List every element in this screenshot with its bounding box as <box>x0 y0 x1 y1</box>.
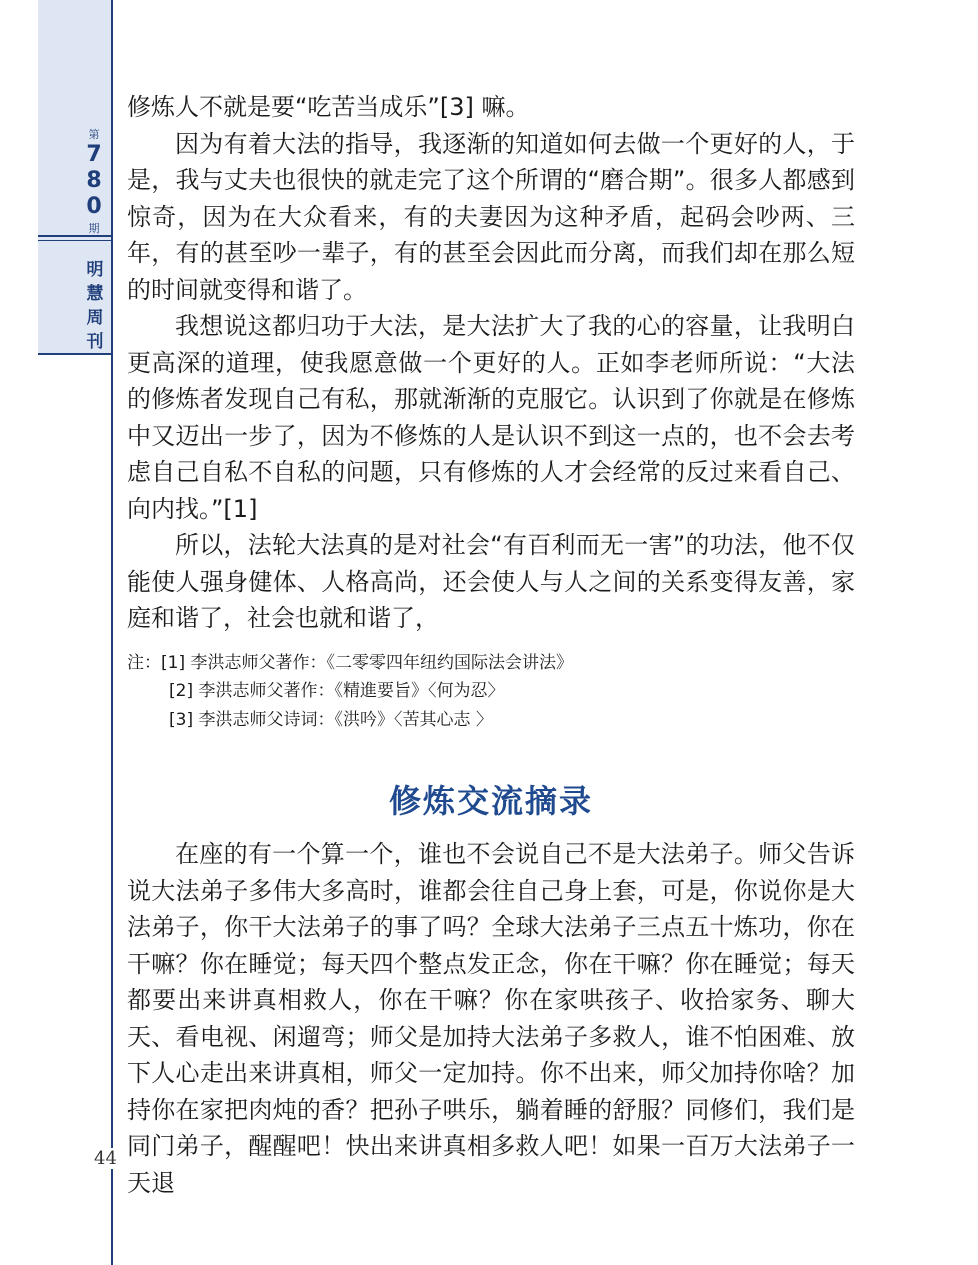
magazine-name <box>82 258 108 354</box>
footnote: [3] 李洪志师父诗词：《洪吟》〈苦其心志 〉 <box>169 709 493 730</box>
margin-rule <box>111 0 113 1265</box>
footnotes <box>127 649 855 735</box>
footnote: [2] 李洪志师父著作：《精進要旨》〈何为忍〉 <box>169 681 505 701</box>
paragraph: 我想说这都归功于大法，是大法扩大了我的心的容量，让我明白更高深的道理，使我愿意做一个更好的人。正如李老师所说：“大法的修炼者发现自己有私，那就渐渐的克服它。认识到了你就是在修炼中又迈出一步了，因为不修炼的人是认识不到这一点的，也不会去考虑自己自私不自私的问题，只有修炼的人才会经常的反过来看自己、向内找。”[1] <box>127 312 855 523</box>
section-title: 修炼交流摘录 <box>388 782 593 820</box>
issue-digit: 8 <box>86 168 102 193</box>
page-content <box>127 89 855 1201</box>
issue-suffix: 期 <box>88 222 100 235</box>
magazine-char: 慧 <box>86 284 104 304</box>
issue-digit: 0 <box>86 194 102 219</box>
issue-digit: 7 <box>86 142 102 167</box>
paragraph: 在座的有一个算一个，谁也不会说自己不是大法弟子。师父告诉说大法弟子多伟大多高时，谁都会往自己身上套，可是，你说你是大法弟子，你干大法弟子的事了吗？全球大法弟子三点五十炼功，你在干嘛？你在睡觉；每天四个整点发正念，你在干嘛？你在睡觉；每天都要出来讲真相救人，你在干嘛？你在家哄孩子、收拾家务、聊大天、看电视、闲遛弯；师父是加持大法弟子多救人，谁不怕困难、放下人心走出来讲真相，师父一定加持。你不出来，师父加持你啥？加持你在家把肉炖的香？把孙子哄乐，躺着睡的舒服？同修们，我们是同门弟子，醒醒吧！快出来讲真相多救人吧！如果一百万大法弟子一天退 <box>127 840 855 1197</box>
footnote: 注：[1] 李洪志师父著作：《二零零四年纽约国际法会讲法》 <box>127 652 573 673</box>
paragraph: 修炼人不就是要“吃苦当成乐”[3] 嘛。 <box>127 93 530 121</box>
paragraph: 所以，法轮大法真的是对社会“有百利而无一害”的功法，他不仅能使人强身健体、人格高尚，还会使人与人之间的关系变得友善，家庭和谐了，社会也就和谐了， <box>127 531 855 632</box>
page-number: 44 <box>94 1148 117 1169</box>
tab-divider-thin <box>38 240 113 241</box>
issue-number <box>80 126 108 236</box>
paragraph: 因为有着大法的指导，我逐渐的知道如何去做一个更好的人，于是，我与丈夫也很快的就走完了这个所谓的“磨合期”。很多人都感到惊奇，因为在大众看来，有的夫妻因为这种矛盾，起码会吵两、三年，有的甚至吵一辈子，有的甚至会因此而分离，而我们却在那么短的时间就变得和谐了。 <box>127 129 855 304</box>
magazine-char: 刊 <box>86 332 104 352</box>
issue-prefix: 第 <box>88 128 100 141</box>
magazine-char: 周 <box>86 308 104 328</box>
magazine-char: 明 <box>86 260 104 280</box>
